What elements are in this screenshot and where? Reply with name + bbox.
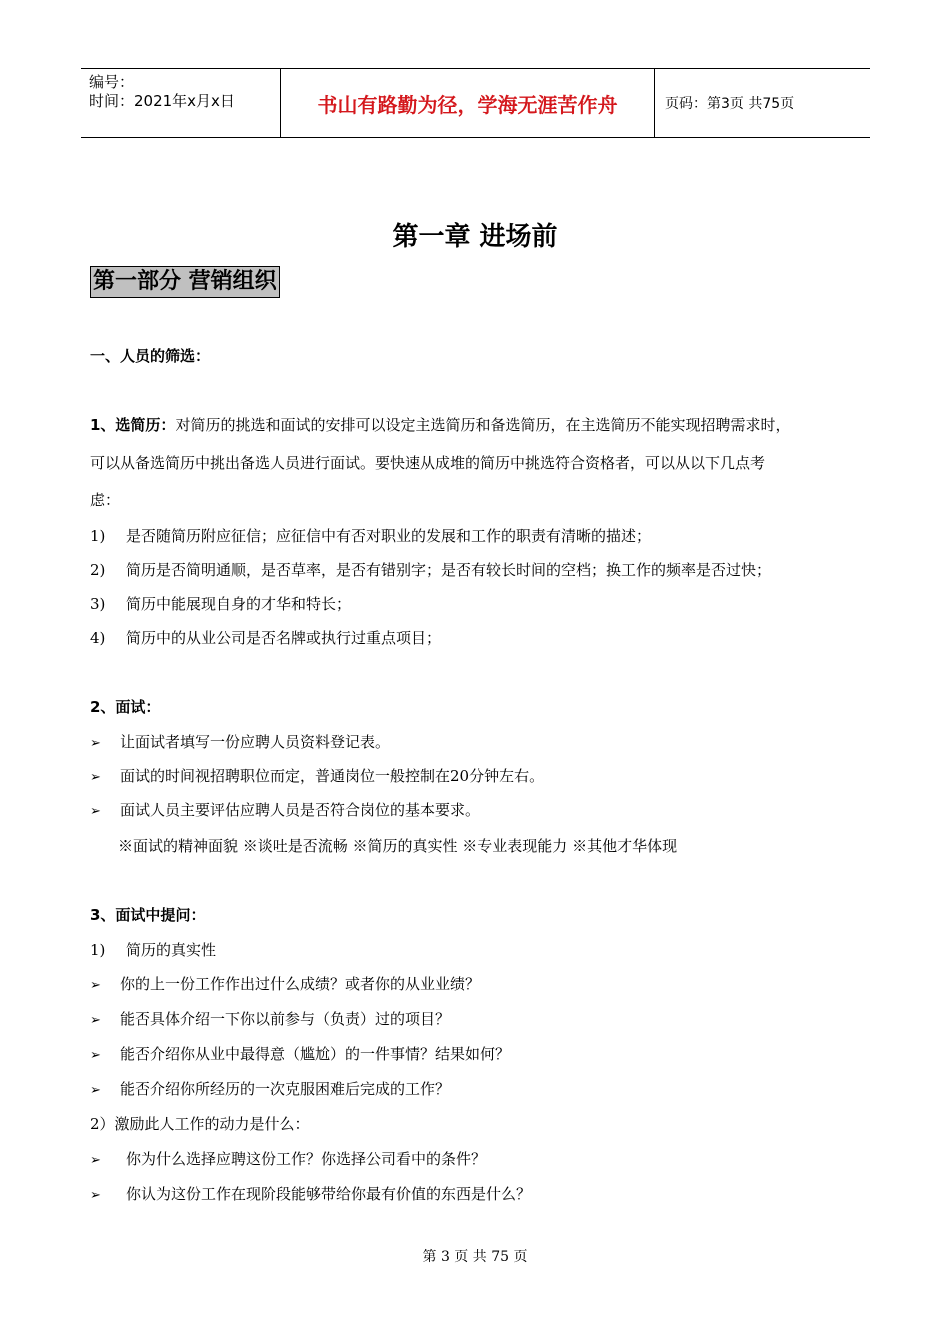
part-title: 第一部分 营销组织: [90, 266, 280, 298]
list-text: 面试的时间视招聘职位而定，普通岗位一般控制在20分钟左右。: [120, 767, 545, 785]
list-text: 简历的真实性: [126, 941, 217, 959]
arrow-bullet-icon: ➢: [90, 1048, 101, 1063]
arrow-bullet-icon: ➢: [90, 804, 101, 819]
arrow-bullet-icon: ➢: [90, 1153, 101, 1168]
item3-title: 3、面试中提问：: [90, 906, 206, 924]
item2-title: 2、面试：: [90, 698, 161, 716]
list-item: [90, 594, 351, 614]
item1-text-line3: 虑：: [90, 491, 121, 509]
list-text: 你为什么选择应聘这份工作？你选择公司看中的条件？: [126, 1150, 487, 1168]
list-text: 你的上一份工作作出过什么成绩？或者你的从业业绩？: [120, 975, 481, 993]
list-text: 你认为这份工作在现阶段能够带给你最有价值的东西是什么？: [126, 1185, 532, 1203]
list-item: [90, 1079, 450, 1101]
list-text: 简历中能展现自身的才华和特长；: [126, 595, 352, 613]
page-footer: 第 3 页 共 75 页: [422, 1249, 528, 1265]
list-text: 让面试者填写一份应聘人员资料登记表。: [120, 733, 391, 751]
item1-text-line1: 对简历的挑选和面试的安排可以设定主选简历和备选简历，在主选简历不能实现招聘需求时，: [175, 416, 791, 434]
chapter-title: 第一章 进场前: [392, 222, 558, 252]
list-text: 能否介绍你从业中最得意（尴尬）的一件事情？结果如何？: [120, 1045, 511, 1063]
arrow-bullet-icon: ➢: [90, 1083, 101, 1098]
arrow-bullet-icon: ➢: [90, 1013, 101, 1028]
list-number: 4): [90, 629, 106, 647]
list-number: 2): [90, 561, 106, 579]
arrow-bullet-icon: ➢: [90, 978, 101, 993]
list-item: [90, 1184, 531, 1206]
list-item: [90, 940, 216, 960]
list-text: 简历是否简明通顺，是否草率，是否有错别字；是否有较长时间的空档；换工作的频率是否过快；: [126, 561, 772, 579]
list-text: 能否具体介绍一下你以前参与（负责）过的项目？: [120, 1010, 451, 1028]
item1-line1: [90, 415, 790, 435]
list-item: [90, 560, 771, 580]
list-number: 1): [90, 527, 106, 545]
item3-sub2: 2）激励此人工作的动力是什么：: [90, 1115, 310, 1133]
header-table: [81, 68, 870, 138]
list-item: [90, 800, 480, 822]
list-number: 3): [90, 595, 106, 613]
list-item: [90, 1149, 486, 1171]
page-info: 页码：第3页 共75页: [665, 96, 795, 112]
header-meta-cell: [81, 69, 281, 137]
list-item: [90, 974, 480, 996]
list-item: [90, 732, 390, 754]
arrow-bullet-icon: ➢: [90, 770, 101, 785]
item1-lead: 1、选简历：: [90, 416, 176, 434]
list-item: [90, 628, 441, 648]
list-item: [90, 1009, 450, 1031]
list-text: 能否介绍你所经历的一次克服困难后完成的工作？: [120, 1080, 451, 1098]
list-text: 简历中的从业公司是否名牌或执行过重点项目；: [126, 629, 442, 647]
motto: 书山有路勤为径，学海无涯苦作舟: [281, 69, 655, 137]
item2-note: ※面试的精神面貌 ※谈吐是否流畅 ※简历的真实性 ※专业表现能力 ※其他才华体现: [118, 837, 678, 855]
list-item: [90, 1044, 510, 1066]
list-number: 1): [90, 941, 106, 959]
item1-text-line2: 可以从备选简历中挑出备选人员进行面试。要快速从成堆的简历中挑选符合资格者，可以从以下几点考: [90, 454, 766, 472]
list-item: [90, 526, 651, 546]
list-item: [90, 766, 544, 788]
list-text: 是否随简历附应征信；应征信中有否对职业的发展和工作的职责有清晰的描述；: [126, 527, 652, 545]
arrow-bullet-icon: ➢: [90, 1188, 101, 1203]
time-label: 时间：2021年x月x日: [89, 92, 235, 110]
section-title: 一、人员的筛选：: [90, 347, 211, 365]
number-label: 编号：: [89, 73, 135, 91]
list-text: 面试人员主要评估应聘人员是否符合岗位的基本要求。: [120, 801, 481, 819]
arrow-bullet-icon: ➢: [90, 736, 101, 751]
